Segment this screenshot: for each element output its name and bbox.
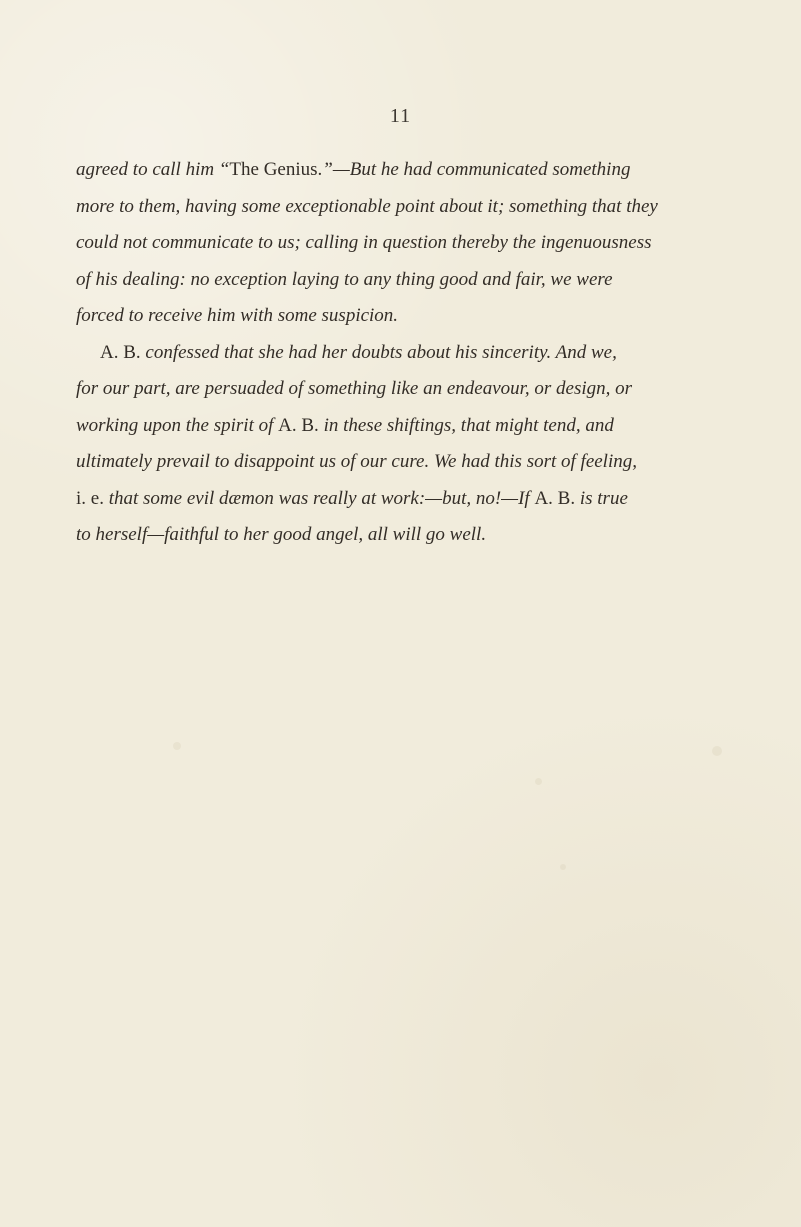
text-line-11: to herself—faithful to her good angel, all will go well. <box>76 524 487 545</box>
text-line-3: could not communicate to us; calling in question thereby the ingenuousness <box>76 232 652 253</box>
paper-spot <box>173 742 181 750</box>
line-10-roman-2: A. B. <box>534 487 576 509</box>
line-8-start: working upon the spirit of <box>76 414 279 436</box>
line-10-middle: that some evil dæmon was really at work:—but, no!—If <box>103 487 535 509</box>
line-8-roman: A. B. <box>278 414 319 436</box>
line-10-roman: i. e. <box>76 487 104 509</box>
line-6-end: confessed that she had her doubts about his sincerity. And we, <box>140 341 617 363</box>
text-line-10 <box>76 481 726 518</box>
line-10-end: is true <box>575 487 628 509</box>
text-line-6 <box>76 335 726 372</box>
line-1-end: ”—But he had communicated something <box>322 159 631 180</box>
paper-spot <box>560 864 566 870</box>
line-8-end: in these shiftings, that might tend, and <box>318 414 614 436</box>
text-line-8 <box>76 408 726 445</box>
line-6-roman: A. B. <box>100 341 141 363</box>
text-line-9: ultimately prevail to disappoint us of our cure. We had this sort of feeling, <box>76 451 637 472</box>
main-text <box>76 152 726 554</box>
line-1-roman: The Genius. <box>229 159 323 180</box>
paper-spot <box>535 778 542 785</box>
text-line-1 <box>76 152 726 189</box>
text-line-5: forced to receive him with some suspicion. <box>76 305 399 326</box>
text-line-4: of his dealing: no exception laying to any thing good and fair, we were <box>76 268 613 290</box>
paper-spot <box>712 746 722 756</box>
text-line-2: more to them, having some exceptionable point about it; something that they <box>76 195 658 217</box>
page-number: 11 <box>389 105 412 127</box>
text-line-7: for our part, are persuaded of something like an endeavour, or design, or <box>76 378 633 399</box>
line-1-start: agreed to call him “ <box>76 159 230 180</box>
